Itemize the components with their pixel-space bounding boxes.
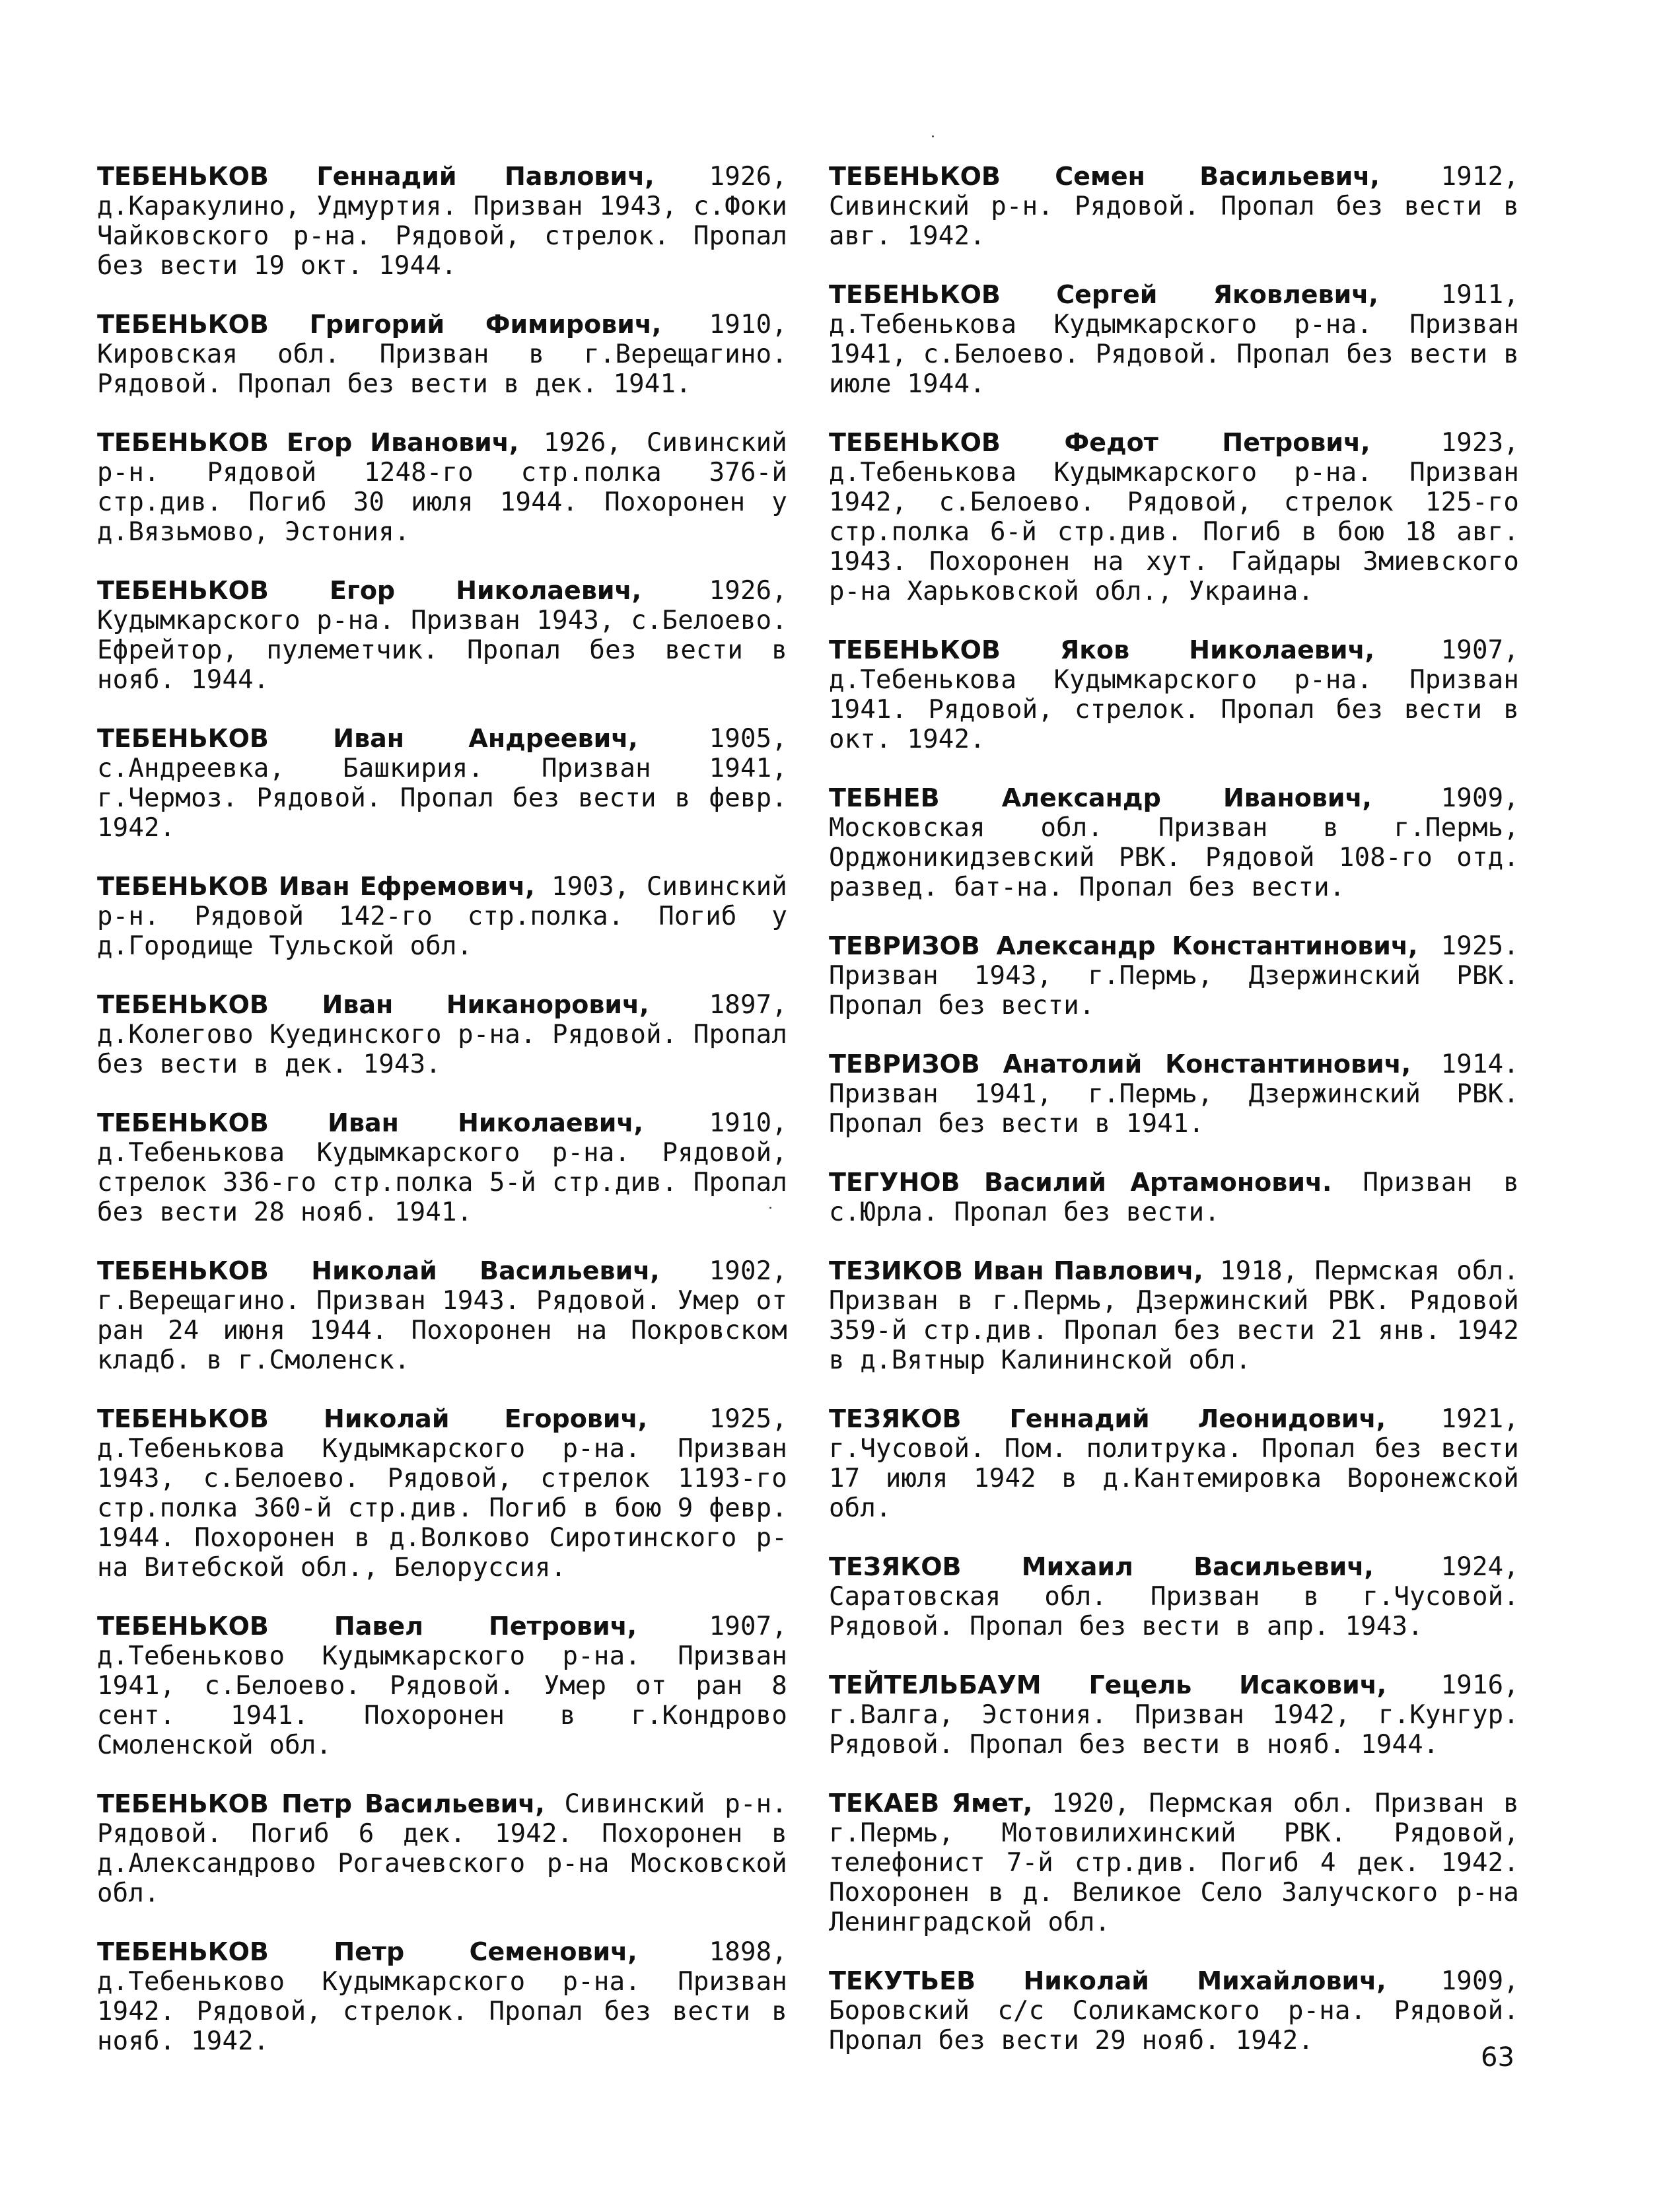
- entry: [829, 428, 1519, 606]
- entry: [829, 1050, 1519, 1139]
- entry: [97, 1612, 787, 1760]
- entry-name: ТЕБЕНЬКОВ Николай Васильевич,: [97, 1256, 660, 1285]
- entry-text: 1921, г.Чусовой. Пом. политрука. Пропал без вести 17 июля 1942 в д.Кантемировка Воронежской обл.: [829, 1404, 1519, 1523]
- entry-text: 1907, д.Тебеньково Кудымкарского р-на. Призван 1941, с.Белоево. Рядовой. Умер от ран 8 сент. 1941. Похоронен в г.Кондрово Смоленской обл.: [97, 1612, 787, 1760]
- entry-name: ТЕБЕНЬКОВ Иван Николаевич,: [97, 1108, 643, 1137]
- entry: [97, 1789, 787, 1908]
- entry-name: ТЕВРИЗОВ Александр Константинович,: [829, 931, 1418, 960]
- entry-name: ТЕБЕНЬКОВ Семен Васильевич,: [829, 162, 1380, 191]
- entry-text: 1925. Призван 1943, г.Пермь, Дзержинский РВК. Пропал без вести.: [829, 931, 1519, 1020]
- entry: [829, 1404, 1519, 1523]
- entry-text: Призван в с.Юрла. Пропал без вести.: [829, 1168, 1519, 1227]
- entry-name: ТЕБЕНЬКОВ Егор Николаевич,: [97, 576, 642, 605]
- entry-text: 1926, Сивинский р-н. Рядовой 1248-го стр.полка 376-й стр.див. Погиб 30 июля 1944. Похоронен у д.Вязьмово, Эстония.: [97, 428, 787, 547]
- entry: [829, 783, 1519, 902]
- entry-text: 1926, д.Каракулино, Удмуртия. Призван 1943, с.Фоки Чайковского р-на. Рядовой, стрелок. Пропал без вести 19 окт. 1944.: [97, 162, 787, 281]
- page-number: 63: [1481, 2042, 1514, 2073]
- left-column: [97, 162, 787, 2085]
- entry-text: 1902, г.Верещагино. Призван 1943. Рядовой. Умер от ран 24 июня 1944. Похоронен на Покровском кладб. в г.Смоленск.: [97, 1256, 787, 1375]
- entry: [829, 280, 1519, 399]
- entry-text: 1897, д.Колегово Куединского р-на. Рядовой. Пропал без вести в дек. 1943.: [97, 990, 787, 1079]
- entry-name: ТЕБЕНЬКОВ Григорий Фимирович,: [97, 310, 662, 339]
- entry: [97, 428, 787, 547]
- entry-text: 1910, Кировская обл. Призван в г.Верещагино. Рядовой. Пропал без вести в дек. 1941.: [97, 310, 787, 399]
- entry-name: ТЕКАЕВ Ямет,: [829, 1789, 1033, 1818]
- entry: [829, 931, 1519, 1020]
- entry-name: ТЕГУНОВ Василий Артамонович.: [829, 1168, 1332, 1197]
- entry-text: 1925, д.Тебенькова Кудымкарского р-на. Призван 1943, с.Белоево. Рядовой, стрелок 1193-го стр.полка 360-й стр.див. Погиб в бою 9 февр. 1944. Похоронен в д.Волково Сиротинского р-на Витебской обл., Белоруссия.: [97, 1404, 787, 1583]
- entry: [97, 576, 787, 695]
- entry-text: 1926, Кудымкарского р-на. Призван 1943, с.Белоево. Ефрейтор, пулеметчик. Пропал без вести в нояб. 1944.: [97, 576, 787, 695]
- right-column: [829, 162, 1519, 2085]
- entry-text: 1912, Сивинский р-н. Рядовой. Пропал без вести в авг. 1942.: [829, 162, 1519, 251]
- entry-name: ТЕБЕНЬКОВ Петр Васильевич,: [97, 1789, 545, 1818]
- entry-name: ТЕЙТЕЛЬБАУМ Гецель Исакович,: [829, 1670, 1387, 1699]
- entry-name: ТЕЗЯКОВ Геннадий Леонидович,: [829, 1404, 1386, 1433]
- entry-text: 1924, Саратовская обл. Призван в г.Чусовой. Рядовой. Пропал без вести в апр. 1943.: [829, 1552, 1519, 1641]
- scan-speck: [769, 1207, 771, 1209]
- entry-text: 1909, Боровский с/с Соликамского р-на. Рядовой. Пропал без вести 29 нояб. 1942.: [829, 1966, 1519, 2055]
- entry-name: ТЕКУТЬЕВ Николай Михайлович,: [829, 1966, 1386, 1995]
- entry: [97, 1108, 787, 1227]
- entry: [97, 724, 787, 843]
- entry: [97, 162, 787, 281]
- entry-name: ТЕБЕНЬКОВ Иван Андреевич,: [97, 724, 638, 753]
- entry-name: ТЕБЕНЬКОВ Егор Иванович,: [97, 428, 519, 457]
- entry-text: 1907, д.Тебенькова Кудымкарского р-на. Призван 1941. Рядовой, стрелок. Пропал без вести в окт. 1942.: [829, 635, 1519, 754]
- entry: [829, 1552, 1519, 1641]
- scan-speck: [932, 135, 934, 137]
- entry-name: ТЕЗЯКОВ Михаил Васильевич,: [829, 1552, 1374, 1581]
- entry-name: ТЕБЕНЬКОВ Геннадий Павлович,: [97, 162, 655, 191]
- entry: [829, 1256, 1519, 1375]
- entry-name: ТЕБЕНЬКОВ Николай Егорович,: [97, 1404, 648, 1433]
- entry-text: 1898, д.Тебеньково Кудымкарского р-на. Призван 1942. Рядовой, стрелок. Пропал без вести в нояб. 1942.: [97, 1937, 787, 2056]
- entry-name: ТЕБЕНЬКОВ Петр Семенович,: [97, 1937, 637, 1966]
- entry: [97, 1937, 787, 2056]
- entry: [97, 990, 787, 1079]
- entry: [829, 162, 1519, 251]
- entry-name: ТЕЗИКОВ Иван Павлович,: [829, 1256, 1203, 1285]
- entry-name: ТЕБЕНЬКОВ Иван Ефремович,: [97, 872, 535, 901]
- entry-text: Сивинский р-н. Рядовой. Погиб 6 дек. 1942. Похоронен в д.Александрово Рогачевского р-на Московской обл.: [97, 1789, 787, 1908]
- entry-name: ТЕБЕНЬКОВ Яков Николаевич,: [829, 635, 1375, 664]
- entry: [97, 310, 787, 399]
- entry: [97, 1404, 787, 1583]
- entry-text: 1909, Московская обл. Призван в г.Пермь, Орджоникидзевский РВК. Рядовой 108-го отд. развед. бат-на. Пропал без вести.: [829, 783, 1519, 902]
- entry-name: ТЕБЕНЬКОВ Иван Никанорович,: [97, 990, 649, 1019]
- entry-name: ТЕБЕНЬКОВ Федот Петрович,: [829, 428, 1370, 457]
- entry-text: 1911, д.Тебенькова Кудымкарского р-на. Призван 1941, с.Белоево. Рядовой. Пропал без вести в июле 1944.: [829, 280, 1519, 399]
- entry-name: ТЕБЕНЬКОВ Павел Петрович,: [97, 1612, 637, 1641]
- entry: [829, 1670, 1519, 1760]
- entry: [829, 1789, 1519, 1937]
- entry-text: 1920, Пермская обл. Призван в г.Пермь, Мотовилихинский РВК. Рядовой, телефонист 7-й стр.див. Погиб 4 дек. 1942. Похоронен в д. Великое Село Залучского р-на Ленинградской обл.: [829, 1789, 1519, 1937]
- entry: [97, 1256, 787, 1375]
- entry: [97, 872, 787, 961]
- entry-text: 1903, Сивинский р-н. Рядовой 142-го стр.полка. Погиб у д.Городище Тульской обл.: [97, 872, 787, 961]
- entry-text: 1910, д.Тебенькова Кудымкарского р-на. Рядовой, стрелок 336-го стр.полка 5-й стр.див. Пропал без вести 28 нояб. 1941.: [97, 1108, 787, 1227]
- entry-name: ТЕБЕНЬКОВ Сергей Яковлевич,: [829, 280, 1378, 309]
- entry-text: 1914. Призван 1941, г.Пермь, Дзержинский РВК. Пропал без вести в 1941.: [829, 1050, 1519, 1139]
- entry: [829, 1168, 1519, 1227]
- entry-text: 1923, д.Тебенькова Кудымкарского р-на. Призван 1942, с.Белоево. Рядовой, стрелок 125-го стр.полка 6-й стр.див. Погиб в бою 18 авг. 1943. Похоронен на хут. Гайдары Змиевского р-на Харьковской обл., Украина.: [829, 428, 1519, 606]
- entry-text: 1905, с.Андреевка, Башкирия. Призван 1941, г.Чермоз. Рядовой. Пропал без вести в февр. 1942.: [97, 724, 787, 843]
- entry-text: 1916, г.Валга, Эстония. Призван 1942, г.Кунгур. Рядовой. Пропал без вести в нояб. 1944.: [829, 1670, 1519, 1760]
- entry-name: ТЕВРИЗОВ Анатолий Константинович,: [829, 1050, 1411, 1079]
- entry: [829, 635, 1519, 754]
- entry-name: ТЕБНЕВ Александр Иванович,: [829, 783, 1372, 812]
- entry-text: 1918, Пермская обл. Призван в г.Пермь, Дзержинский РВК. Рядовой 359-й стр.див. Пропал без вести 21 янв. 1942 в д.Вятныр Калининской обл.: [829, 1256, 1519, 1375]
- entry: [829, 1966, 1519, 2055]
